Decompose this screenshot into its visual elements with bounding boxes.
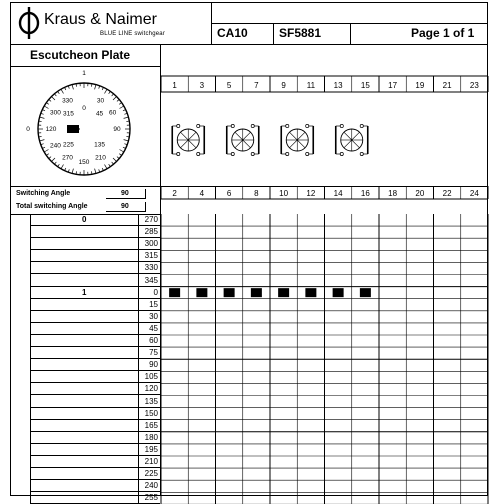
terminal-bottom-label: 12 bbox=[306, 189, 315, 198]
terminal-top-label: 15 bbox=[361, 81, 370, 90]
terminal-bottom-label: 18 bbox=[388, 189, 397, 198]
terminal-bottom-label: 16 bbox=[361, 189, 370, 198]
terminal-top-label: 3 bbox=[200, 81, 205, 90]
terminal-top-label: 13 bbox=[334, 81, 343, 90]
terminal-top-label: 19 bbox=[415, 81, 424, 90]
dial-label: 270 bbox=[62, 155, 73, 162]
position-angle: 0 bbox=[138, 288, 158, 297]
position-angle: 315 bbox=[138, 251, 158, 260]
position-angle: 300 bbox=[138, 239, 158, 248]
dial-label: 30 bbox=[97, 97, 105, 104]
dial-label: 315 bbox=[63, 110, 74, 117]
terminal-top-label: 17 bbox=[388, 81, 397, 90]
terminal-bottom-label: 20 bbox=[415, 189, 424, 198]
position-angle: 45 bbox=[138, 324, 158, 333]
position-angle: 195 bbox=[138, 445, 158, 454]
position-angle: 270 bbox=[138, 215, 158, 224]
position-angle: 285 bbox=[138, 227, 158, 236]
position-angle: 105 bbox=[138, 372, 158, 381]
position-angle: 120 bbox=[138, 384, 158, 393]
switching-angle-value: 90 bbox=[121, 190, 129, 197]
dial-label: 150 bbox=[79, 159, 90, 166]
brand-tagline: BLUE LINE switchgear bbox=[100, 31, 165, 37]
dial-label: 60 bbox=[109, 110, 117, 117]
position-angle: 30 bbox=[138, 312, 158, 321]
dial-label: 90 bbox=[113, 126, 121, 133]
switch-type: CA10 bbox=[217, 26, 248, 40]
dial-label: 0 bbox=[82, 105, 86, 112]
brand-name: Kraus & Naimer bbox=[44, 11, 157, 29]
position-label: 1 bbox=[82, 288, 86, 297]
terminal-top-label: 7 bbox=[254, 81, 259, 90]
position-angle: 180 bbox=[138, 433, 158, 442]
terminal-bottom-label: 8 bbox=[254, 189, 259, 198]
terminal-top-label: 11 bbox=[307, 81, 316, 90]
position-label: 0 bbox=[82, 215, 86, 224]
dial-label: 300 bbox=[50, 110, 61, 117]
dial-label: 135 bbox=[94, 142, 105, 149]
program-number: SF5881 bbox=[279, 26, 321, 40]
dial-label: 45 bbox=[96, 110, 104, 117]
angle-column-divider bbox=[138, 214, 139, 504]
terminal-bottom-label: 2 bbox=[172, 189, 177, 198]
terminal-bottom-label: 24 bbox=[470, 189, 479, 198]
terminal-bottom-label: 10 bbox=[279, 189, 288, 198]
terminal-top-label: 1 bbox=[172, 81, 177, 90]
terminal-top-label: 21 bbox=[443, 81, 452, 90]
terminal-bottom-label: 6 bbox=[227, 189, 232, 198]
dial-label: 1 bbox=[82, 70, 86, 77]
terminal-bottom-label: 4 bbox=[200, 189, 205, 198]
label-column-divider bbox=[30, 214, 31, 504]
terminal-bottom-label: 14 bbox=[334, 189, 343, 198]
dial-label: 330 bbox=[62, 97, 73, 104]
dial-label: 210 bbox=[95, 155, 106, 162]
position-angle: 60 bbox=[138, 336, 158, 345]
position-angle: 225 bbox=[138, 469, 158, 478]
position-angle: 210 bbox=[138, 457, 158, 466]
position-angle: 330 bbox=[138, 263, 158, 272]
dial-label: 0 bbox=[26, 126, 30, 133]
position-angle: 255 bbox=[138, 493, 158, 502]
dial-label: 120 bbox=[46, 126, 57, 133]
position-angle: 150 bbox=[138, 409, 158, 418]
position-angle: 165 bbox=[138, 421, 158, 430]
total-angle-label: Total switching Angle bbox=[16, 203, 88, 210]
position-angle: 90 bbox=[138, 360, 158, 369]
page-label: Page 1 of 1 bbox=[411, 26, 474, 40]
position-angle: 240 bbox=[138, 481, 158, 490]
escutcheon-title: Escutcheon Plate bbox=[30, 48, 130, 62]
position-angle: 345 bbox=[138, 276, 158, 285]
position-angle: 75 bbox=[138, 348, 158, 357]
position-angle: 15 bbox=[138, 300, 158, 309]
dial-label: 240 bbox=[50, 143, 61, 150]
total-angle-value: 90 bbox=[121, 203, 129, 210]
terminal-top-label: 5 bbox=[227, 81, 232, 90]
terminal-bottom-label: 22 bbox=[443, 189, 452, 198]
dial-label: 225 bbox=[63, 142, 74, 149]
position-angle: 135 bbox=[138, 397, 158, 406]
switching-angle-label: Switching Angle bbox=[16, 190, 70, 197]
terminal-top-label: 23 bbox=[470, 81, 479, 90]
terminal-top-label: 9 bbox=[281, 81, 286, 90]
